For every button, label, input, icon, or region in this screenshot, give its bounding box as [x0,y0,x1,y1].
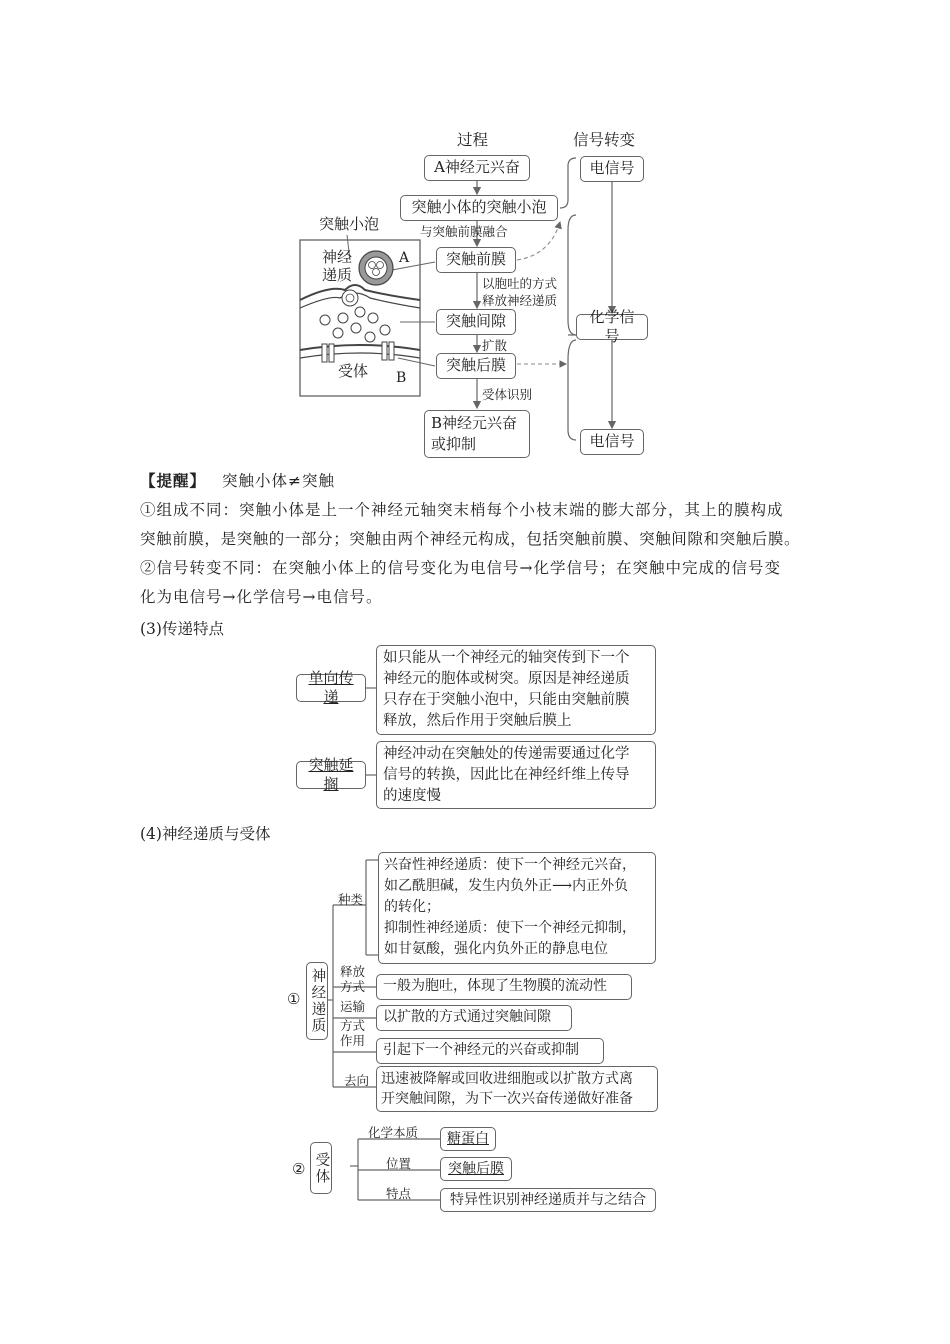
desc-line: 信号的转换，因此比在神经纤维上传导 [383,767,630,783]
kinds-line: 的转化； [384,899,440,915]
label-b: B [396,370,407,386]
label-a: A [399,250,410,266]
edge-label-diffusion: 扩散 [482,338,508,353]
desc-line: 神经冲动在突触处的传递需要通过化学 [383,746,630,762]
reminder-line: ②信号转变不同：在突触小体上的信号变化为电信号→化学信号；在突触中完成的信号变 [140,559,781,577]
nt-release-label: 释放 方式 [340,964,366,994]
desc-line: 的速度慢 [383,788,441,804]
reminder-line: 突触前膜，是突触的一部分；突触由两个神经元构成，包括突触前膜、突触间隙和突触后膜。 [140,530,801,548]
nt-action-box: 引起下一个神经元的兴奋或抑制 [376,1038,604,1064]
section4-heading: (4)神经递质与受体 [140,825,271,843]
synaptic-delay-label: 突触延搁 [296,761,366,789]
fate-line: 开突触间隙，为下一次兴奋传递做好准备 [381,1091,633,1107]
step-synaptic-cleft: 突触间隙 [436,309,516,335]
nt-label: 神经递质 [306,962,328,1040]
reminder-line: 化为电信号→化学信号→电信号。 [140,588,383,606]
nt-release-box: 一般为胞吐，体现了生物膜的流动性 [376,974,632,1000]
nt-number: ① [287,990,301,1008]
rc-value-location: 突触后膜 [440,1157,512,1181]
signal-column-header: 信号转变 [573,131,636,149]
rc-key-nature: 化学本质 [368,1125,419,1140]
label-neuro: 神经 [322,248,353,266]
rc-value-nature: 糖蛋白 [440,1127,496,1151]
process-column-header: 过程 [457,131,489,149]
desc-line: 释放，然后作用于突触后膜上 [383,713,572,729]
label-synaptic-vesicle: 突触小泡 [319,215,380,233]
edge-label-release: 释放神经递质 [482,293,558,308]
kinds-line: 如乙酰胆碱，发生内负外正⟶内正外负 [384,878,629,894]
kinds-line: 抑制性神经递质：使下一个神经元抑制， [384,920,636,936]
signal-electrical-2: 电信号 [580,429,644,455]
step-a-neuron-excited: A神经元兴奋 [424,155,530,181]
rc-key-feature: 特点 [386,1186,412,1201]
nt-kinds-box [378,852,656,964]
label-receptor: 受体 [338,362,369,380]
rc-value-feature: 特异性识别神经递质并与之结合 [440,1188,656,1212]
reminder-line: ①组成不同：突触小体是上一个神经元轴突末梢每个小枝末端的膨大部分，其上的膜构成 [140,501,784,519]
label-transmitter: 递质 [322,266,353,284]
step-synaptic-vesicle: 突触小体的突触小泡 [400,195,558,221]
kinds-line: 如甘氨酸，强化内负外正的静息电位 [384,941,608,957]
reminder-tag: 【提醒】 [140,471,207,490]
single-direction-label: 单向传递 [296,674,366,702]
reminder-title: 突触小体≠突触 [221,472,335,490]
nt-transport-label: 运输 [340,999,366,1014]
desc-line: 神经元的胞体或树突。原因是神经递质 [383,671,630,687]
step-b-line2: 或抑制 [431,435,477,453]
rc-key-location: 位置 [386,1156,412,1171]
nt-action-label: 方式 作用 [340,1018,366,1048]
nt-kinds-label: 种类 [338,892,364,907]
edge-label-receptor: 受体识别 [482,387,533,402]
step-b-line1: B神经元兴奋 [431,414,518,432]
desc-line: 如只能从一个神经元的轴突传到下一个 [383,650,630,666]
step-presynaptic-membrane: 突触前膜 [436,247,516,273]
nt-fate-box [376,1066,658,1112]
rc-number: ② [292,1160,306,1178]
kinds-line: 兴奋性神经递质：使下一个神经元兴奋， [384,857,636,873]
fate-line: 迅速被降解或回收进细胞或以扩散方式离 [381,1071,633,1087]
edge-label-exocytosis: 以胞吐的方式 [482,276,558,291]
nt-fate-label: 去向 [344,1073,370,1088]
rc-label: 受体 [310,1142,332,1194]
nt-transport-box: 以扩散的方式通过突触间隙 [376,1005,572,1031]
section3-heading: (3)传递特点 [140,620,224,638]
desc-line: 只存在于突触小泡中，只能由突触前膜 [383,692,630,708]
step-postsynaptic-membrane: 突触后膜 [436,353,516,379]
signal-chemical: 化学信号 [576,314,648,340]
signal-electrical-1: 电信号 [580,156,644,182]
edge-label-fuse: 与突触前膜融合 [420,224,508,239]
